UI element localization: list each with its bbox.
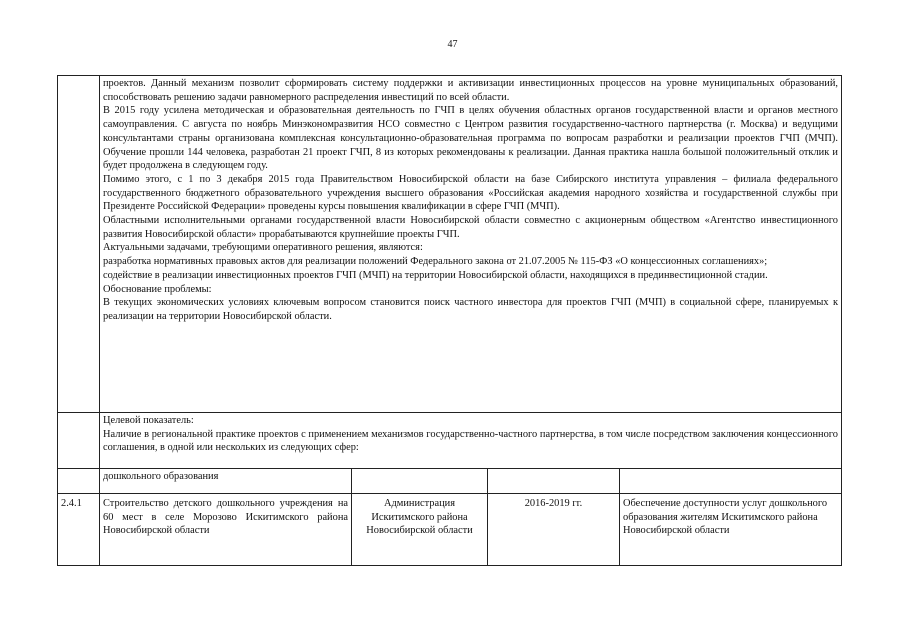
description-paragraph: Помимо этого, с 1 по 3 декабря 2015 года Правительством Новосибирской области на базе Сибирского института управления – филиала федерального государственного бюджетного образовательного учреждения высшего образования «Российская академия народного хозяйства и государственной службы при Президенте Российской Федерации» проведены курсы повышения квалификации в сфере ГЧП (МЧП).: [103, 173, 838, 213]
empty-number-cell: [58, 76, 100, 413]
empty-number-cell: [58, 469, 100, 494]
page-number: 47: [447, 39, 458, 50]
target-indicator-row: [58, 413, 842, 469]
item-row: [58, 494, 842, 566]
description-paragraph: Областными исполнительными органами государственной власти Новосибирской области совместно с акционерным обществом «Агентство инвестиционного развития Новосибирской области» прорабатываются крупнейшие проекты ГЧП.: [103, 215, 838, 240]
description-paragraph: В текущих экономических условиях ключевым вопросом становится поиск частного инвестора для проектов ГЧП (МЧП) в социальной сфере, планируемых к реализации на территории Новосибирской области.: [103, 297, 838, 322]
item-activity: Строительство детского дошкольного учреждения на 60 мест в селе Морозово Искитимского района Новосибирской области: [100, 494, 352, 566]
description-paragraph: проектов. Данный механизм позволит сформировать систему поддержки и активизации инвестиционных процессов на уровне муниципальных образований, способствовать решению задачи равномерного распределения инвестиций по всей области.: [103, 78, 838, 103]
description-paragraph: В 2015 году усилена методическая и образовательная деятельность по ГЧП в целях обучения областных органов государственной власти и органов местного самоуправления. С августа по ноябрь Минэкономразвития НСО совместно с Центром развития государственно-частного партнерства (г. Москва) и ведущими консультантами страны организована комплексная консультационно-образовательная программа по вопросам разработки и реализации проектов ГЧП (МЧП). Обучение прошли 144 человека, разработан 21 проект ГЧП, 8 из которых рекомендованы к реализации. Данная практика нашла большой положительный отклик и будет продолжена в следующем году.: [103, 105, 838, 172]
item-result: Обеспечение доступности услуг дошкольного образования жителям Искитимского района Новосибирской области: [620, 494, 842, 566]
description-paragraph: Обоснование проблемы:: [103, 283, 212, 295]
sphere-cell: дошкольного образования: [100, 469, 352, 494]
description-paragraph: содействие в реализации инвестиционных проектов ГЧП (МЧП) на территории Новосибирской области, находящихся в прединвестиционной стадии.: [103, 269, 768, 281]
description-row: [58, 76, 842, 413]
item-executor: Администрация Искитимского района Новосибирской области: [352, 494, 488, 566]
empty-cell: [620, 469, 842, 494]
measures-table: [57, 75, 842, 566]
target-text: Наличие в региональной практике проектов с применением механизмов государственно-частного партнерства, в том числе посредством заключения концессионного соглашения, в одной или нескольких из следующих сфер:: [103, 428, 838, 454]
description-cell: [100, 76, 842, 413]
description-paragraph: Актуальными задачами, требующими оперативного решения, являются:: [103, 242, 423, 254]
description-paragraph: разработка нормативных правовых актов для реализации положений Федерального закона от 21.07.2005 № 115-ФЗ «О концессионных соглашениях»;: [103, 256, 768, 268]
sphere-row: [58, 469, 842, 494]
target-label: Целевой показатель:: [103, 415, 194, 426]
empty-number-cell: [58, 413, 100, 469]
item-period: 2016-2019 гг.: [488, 494, 620, 566]
item-number: 2.4.1: [58, 494, 100, 566]
empty-cell: [488, 469, 620, 494]
empty-cell: [352, 469, 488, 494]
target-indicator-cell: [100, 413, 842, 469]
